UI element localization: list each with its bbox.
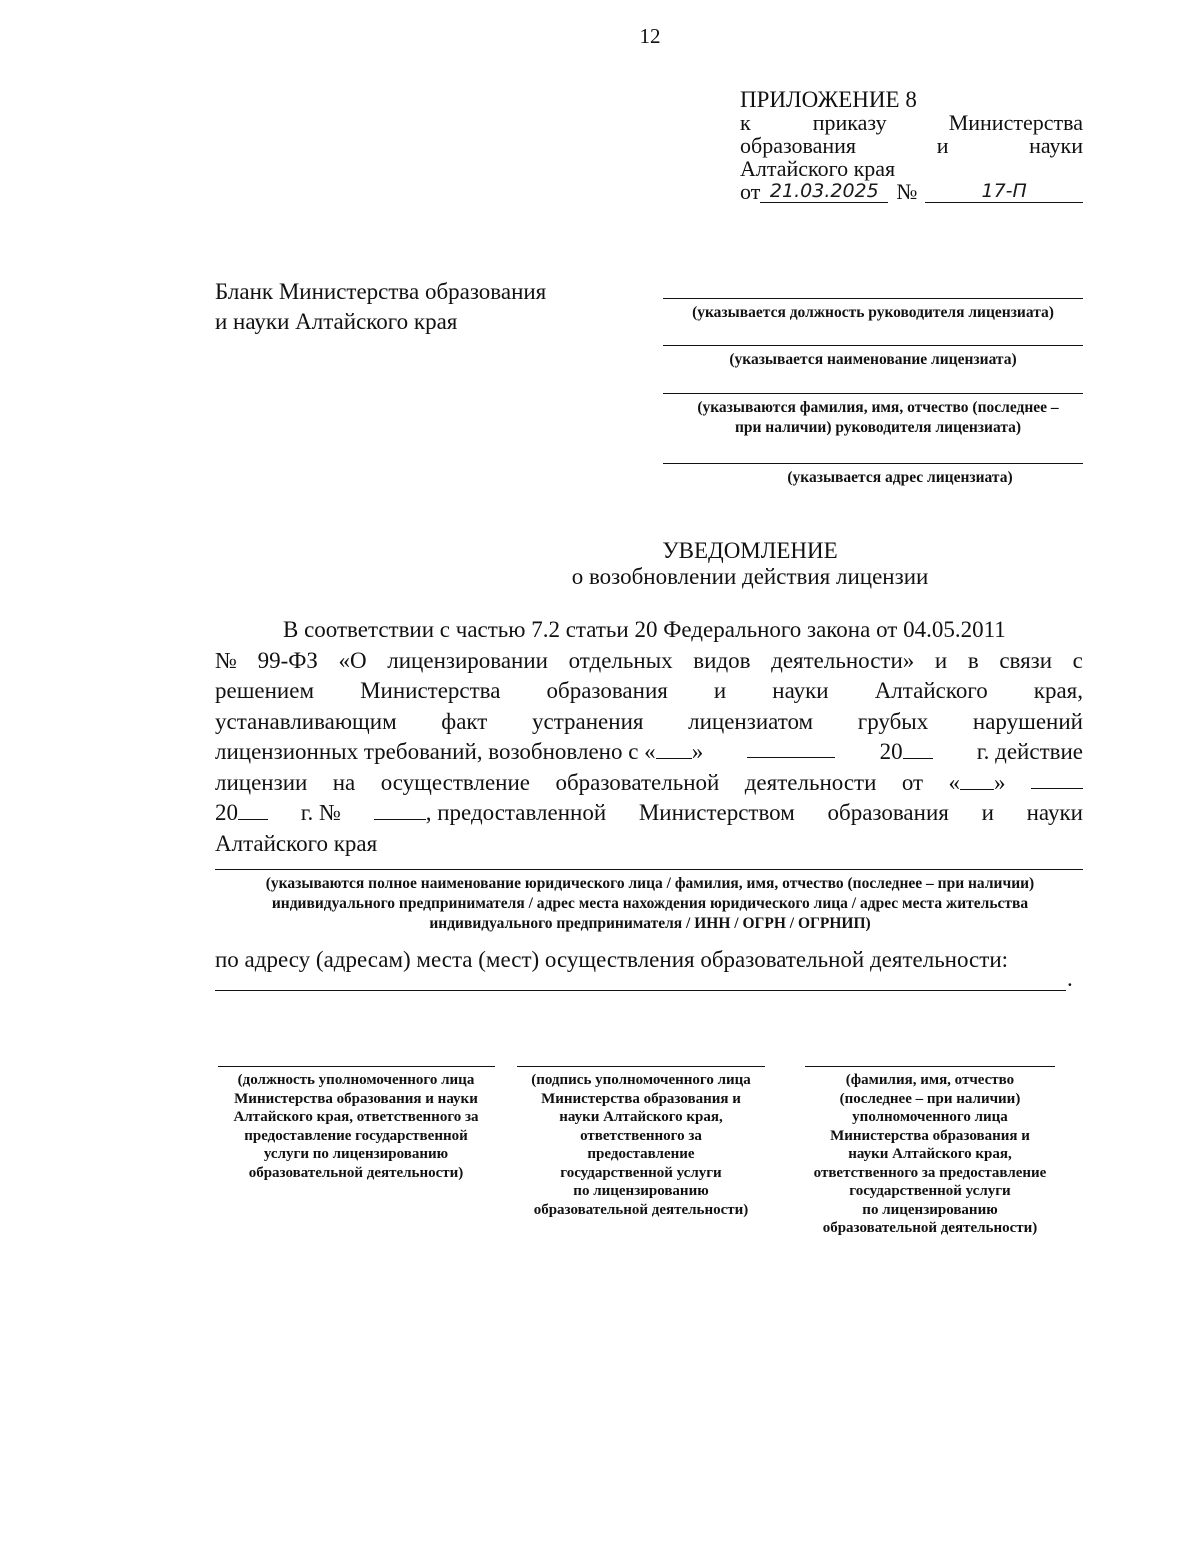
date-prefix: от xyxy=(740,179,761,204)
number-prefix: № xyxy=(896,179,918,204)
appendix-word: к xyxy=(740,110,751,135)
caption-line: государственной услуги xyxy=(849,1183,1011,1199)
body-line-5 xyxy=(215,737,1083,768)
body-word: науки xyxy=(772,678,829,703)
caption-line: Министерства образования и xyxy=(541,1090,741,1107)
caption-line: науки Алтайского края, xyxy=(559,1109,723,1125)
field-line-licensee-details[interactable] xyxy=(215,869,1083,870)
body-word: и xyxy=(981,800,994,825)
body-word: деятельности» xyxy=(771,647,915,673)
caption-line: (последнее – при наличии) xyxy=(839,1090,1021,1107)
body-word: лицензиатом xyxy=(688,708,814,734)
signature-line-signature[interactable] xyxy=(517,1066,765,1067)
body-word: отдельных xyxy=(568,647,673,673)
body-text: « xyxy=(948,769,960,795)
body-word: в xyxy=(967,647,979,673)
caption-line: предоставление xyxy=(587,1146,695,1162)
body-line-1 xyxy=(215,615,1083,646)
caption-line: при наличии) руководителя лицензиата) xyxy=(734,419,1022,436)
signature-caption-position xyxy=(200,1071,512,1182)
body-word: образовательной xyxy=(555,769,720,795)
caption-licensee-details xyxy=(200,874,1100,934)
body-word: от xyxy=(901,769,924,795)
appendix-word: и xyxy=(936,133,949,158)
field-line-activity-address[interactable] xyxy=(215,990,1066,991)
caption-line: по лицензированию xyxy=(862,1201,998,1218)
caption-line: образовательной деятельности) xyxy=(822,1220,1038,1236)
body-text: » xyxy=(691,739,704,764)
document-subtitle: о возобновлении действия лицензии xyxy=(571,564,929,589)
body-word: связи xyxy=(999,647,1053,673)
body-word: и xyxy=(713,678,727,703)
body-line-4 xyxy=(215,707,1083,738)
body-segment xyxy=(880,737,933,768)
body-word: на xyxy=(332,769,356,795)
body-text: , предоставленной xyxy=(425,800,607,825)
caption-line: по лицензированию xyxy=(573,1183,709,1199)
field-line-address[interactable] xyxy=(663,463,1083,464)
body-word: лицензии xyxy=(215,769,308,795)
caption-line: государственной услуги xyxy=(560,1164,722,1181)
caption-line: науки Алтайского края, xyxy=(848,1146,1012,1162)
appendix-line-3: Алтайского края xyxy=(740,156,896,181)
caption-line: (фамилия, имя, отчество xyxy=(845,1072,1015,1088)
order-date-number xyxy=(740,180,1083,203)
order-date-handwritten: 21.03.2025 xyxy=(760,180,888,203)
page-number: 12 xyxy=(639,24,661,48)
blank-month[interactable] xyxy=(747,737,835,758)
body-word: края, xyxy=(1033,678,1083,703)
appendix-line-1 xyxy=(740,111,1083,134)
appendix-word: образования xyxy=(740,133,857,158)
caption-address: (указывается адрес лицензиата) xyxy=(787,469,1013,486)
signature-caption-signature xyxy=(502,1071,780,1219)
body-word: нарушений xyxy=(972,708,1083,734)
body-word: и xyxy=(934,647,948,673)
caption-line: ответственного за предоставление xyxy=(813,1164,1047,1181)
body-word: видов xyxy=(693,647,751,673)
body-text: г. № xyxy=(300,800,342,825)
caption-line: (указываются фамилия, имя, отчество (последнее – xyxy=(697,399,1059,416)
caption-line: (должность уполномоченного лица xyxy=(237,1072,475,1088)
blank-license-number[interactable] xyxy=(374,799,426,820)
blank-license-year[interactable] xyxy=(238,799,268,820)
field-line-position[interactable] xyxy=(663,298,1083,299)
body-line-3 xyxy=(215,676,1083,707)
body-word: образования xyxy=(827,800,949,825)
body-word: № xyxy=(215,647,237,673)
body-segment xyxy=(949,768,1006,799)
blank-year[interactable] xyxy=(903,738,933,759)
letterhead xyxy=(215,277,546,337)
body-line-7 xyxy=(215,798,1083,829)
caption-line: уполномоченного лица xyxy=(852,1109,1008,1125)
caption-line: индивидуального предпринимателя / ИНН / ОГРН / ОГРНИП) xyxy=(429,915,871,932)
caption-line: предоставление государственной xyxy=(244,1127,468,1144)
body-segment xyxy=(215,737,703,768)
body-word: 99-ФЗ xyxy=(257,647,318,673)
blank-license-month[interactable] xyxy=(1031,768,1083,789)
body-line-8: Алтайского края xyxy=(215,830,378,856)
blank-day[interactable] xyxy=(656,738,692,759)
body-word: устанавливающим xyxy=(215,708,397,734)
caption-line: услуги по лицензированию xyxy=(263,1146,449,1162)
body-text: » xyxy=(994,769,1006,795)
caption-line: ответственного за xyxy=(580,1127,702,1144)
address-period: . xyxy=(1067,966,1073,991)
order-number-handwritten: 17-П xyxy=(925,180,1083,203)
body-word: деятельности xyxy=(744,769,877,795)
caption-head-fullname xyxy=(663,398,1093,438)
appendix-line-2 xyxy=(740,134,1083,157)
body-word: осуществление xyxy=(380,769,531,795)
body-text: 20 xyxy=(879,739,903,764)
caption-line: (подпись уполномоченного лица xyxy=(531,1072,751,1088)
caption-line: Министерства образования и науки xyxy=(234,1090,478,1107)
body-line-2 xyxy=(215,646,1083,677)
body-word: факт xyxy=(441,708,488,734)
body-segment xyxy=(374,798,606,829)
caption-line: образовательной деятельности) xyxy=(533,1201,749,1218)
field-line-head-fullname[interactable] xyxy=(663,393,1083,394)
appendix-title: ПРИЛОЖЕНИЕ 8 xyxy=(740,87,917,112)
body-word: решением xyxy=(215,678,315,703)
body-line-6 xyxy=(215,768,1083,799)
caption-position: (указывается должность руководителя лицензиата) xyxy=(692,304,1054,321)
caption-line: (указываются полное наименование юридического лица / фамилия, имя, отчество (последнее – при наличии) xyxy=(265,875,1035,892)
field-line-licensee-name[interactable] xyxy=(663,345,1083,346)
body-word: грубых xyxy=(857,708,929,734)
body-word: науки xyxy=(1026,800,1083,825)
appendix-block xyxy=(740,88,1083,203)
caption-line: Алтайского края, ответственного за xyxy=(233,1109,479,1125)
body-word: Министерства xyxy=(360,678,501,703)
letterhead-line-2: и науки Алтайского края xyxy=(215,309,458,334)
blank-license-day[interactable] xyxy=(960,769,994,790)
appendix-word: Министерства xyxy=(948,110,1083,135)
body-text: 20 xyxy=(215,800,238,825)
body-word: Министерством xyxy=(638,800,795,825)
appendix-word: науки xyxy=(1029,133,1083,158)
body-word: устранения xyxy=(532,708,644,734)
body-word: лицензировании xyxy=(387,647,548,673)
body-text: г. действие xyxy=(976,739,1083,764)
signature-line-position[interactable] xyxy=(218,1066,495,1067)
body-segment xyxy=(215,798,268,829)
body-text: В соответствии с частью 7.2 статьи 20 Федерального закона от 04.05.2011 xyxy=(283,617,1006,642)
document-heading xyxy=(300,538,1200,590)
letterhead-line-1: Бланк Министерства образования xyxy=(215,279,547,304)
caption-line: индивидуального предпринимателя / адрес места нахождения юридического лица / адрес места жительства xyxy=(271,895,1029,912)
notice-body xyxy=(215,615,1083,859)
signature-caption-fullname xyxy=(780,1071,1080,1238)
body-text: лицензионных требований, возобновлено с « xyxy=(215,739,656,764)
document-title: УВЕДОМЛЕНИЕ xyxy=(662,538,838,563)
caption-licensee-name: (указывается наименование лицензиата) xyxy=(729,351,1017,368)
body-word: Алтайского xyxy=(874,678,988,703)
activity-address-label: по адресу (адресам) места (мест) осуществления образовательной деятельности: xyxy=(215,947,1009,972)
appendix-word: приказу xyxy=(812,110,887,135)
body-word: с xyxy=(1072,647,1083,673)
caption-line: образовательной деятельности) xyxy=(248,1164,464,1181)
body-word: «О xyxy=(338,647,367,673)
signature-line-fullname[interactable] xyxy=(805,1066,1055,1067)
body-word: образования xyxy=(546,678,668,703)
caption-line: Министерства образования и xyxy=(830,1127,1030,1144)
